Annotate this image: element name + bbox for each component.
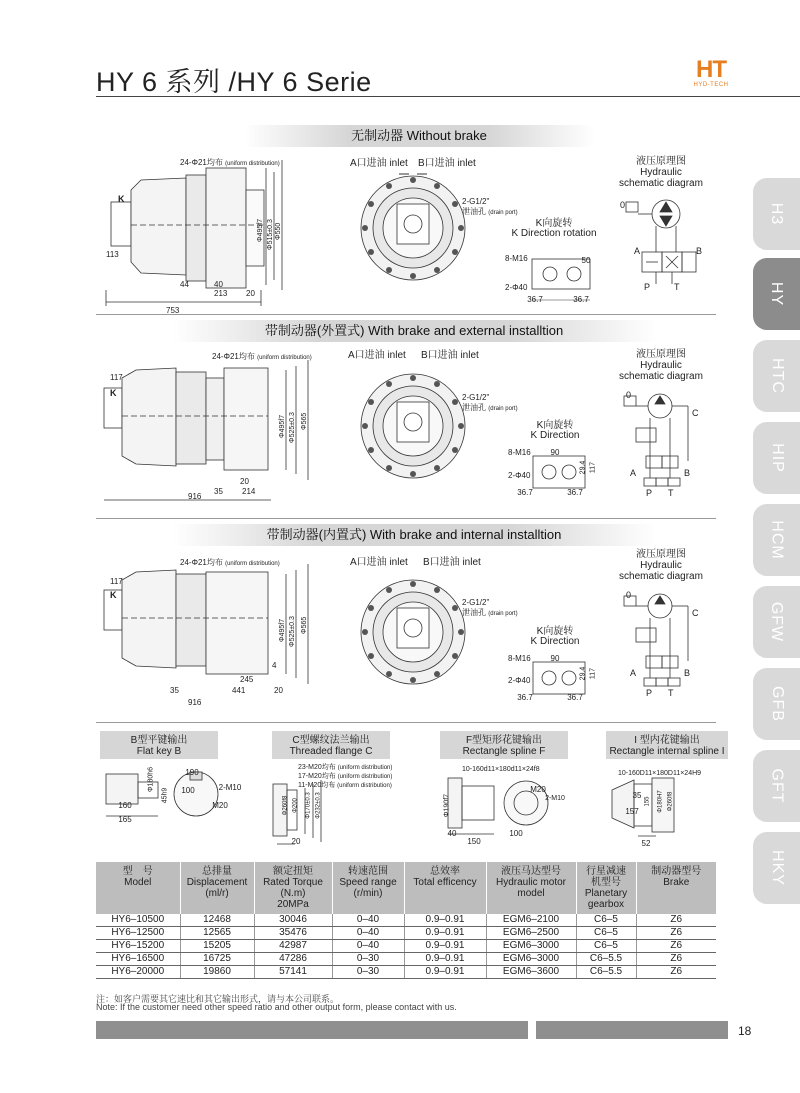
s3-port-0: 0 xyxy=(626,590,632,600)
section2-side-view xyxy=(96,358,326,508)
s2-port-b: B xyxy=(684,468,691,478)
s2-krot1: K向旋转 xyxy=(536,420,574,431)
s1-port-a: A xyxy=(634,246,641,256)
s2-d20: 20 xyxy=(240,477,249,486)
out-c-l3: 11-M20均布 (uniform distribution) xyxy=(298,782,392,789)
s1-d495: Φ495f7 xyxy=(257,218,264,242)
s2-g12: 2-G1/2" xyxy=(462,393,490,402)
s3-d441: 441 xyxy=(232,686,246,695)
s2-m16: 8-M16 xyxy=(508,448,531,457)
out-f-d190: Φ190f7 xyxy=(443,793,451,818)
s3-d4: 4 xyxy=(272,661,277,670)
s2-hyd3: schematic diagram xyxy=(619,371,703,382)
section1-title: 无制动器 Without brake xyxy=(244,125,594,147)
section3-title: 带制动器(内置式) With brake and internal installtion xyxy=(172,524,656,546)
side-tab-hy[interactable]: HY xyxy=(753,258,800,330)
table-row: HY6–16500 16725 47286 0–30 0.9–0.91 EGM6–3000 C6–5.5 Z6 xyxy=(96,953,716,966)
out-b-d100: 100 xyxy=(181,786,195,795)
s1-inlet-a: A口进油 inlet xyxy=(350,158,408,169)
s3-g12: 2-G1/2" xyxy=(462,598,490,607)
s3-krot1: K向旋转 xyxy=(536,626,574,637)
s3-d565: Φ565 xyxy=(301,616,308,634)
output-c-head: C型螺纹法兰输出 Threaded flange C xyxy=(272,731,390,759)
out-i-d35: 35 xyxy=(632,791,642,800)
s2-port-t: T xyxy=(668,488,674,498)
logo-mark: HT xyxy=(696,56,726,83)
out-f-m10: 2-M10 xyxy=(545,795,565,802)
side-tab-gfb[interactable]: GFB xyxy=(753,668,800,740)
out-i-d157: 157 xyxy=(625,807,639,816)
s1-k-label: K xyxy=(118,194,125,204)
out-f-spline: 10-160d11×180d11×24f8 xyxy=(462,766,540,773)
footer-bar-right xyxy=(536,1021,728,1039)
out-f-m20: M20 xyxy=(530,785,546,794)
s1-hyd3: schematic diagram xyxy=(619,178,703,189)
s1-d40b: 2-Φ40 xyxy=(505,283,528,292)
s2-d214: 214 xyxy=(242,487,256,496)
section2-hydraulic-diagram xyxy=(616,386,706,498)
section1-side-view xyxy=(96,150,301,315)
out-i-d155: 155 xyxy=(644,796,651,807)
note-cn: 注：如客户需要其它速比和其它输出形式，请与本公司联系。 xyxy=(96,994,340,1004)
s2-d40b: 2-Φ40 xyxy=(508,471,531,480)
s2-hyd1: 液压原理图 xyxy=(636,349,686,360)
s1-port-t: T xyxy=(674,282,680,292)
s1-d213: 213 xyxy=(214,289,228,298)
s2-d495: Φ495f7 xyxy=(279,414,286,438)
out-b-d180: Φ180h6 xyxy=(147,766,155,793)
s3-d294: 29.4 xyxy=(579,666,587,681)
side-tab-hky[interactable]: HKY xyxy=(753,832,800,904)
s2-krot2: K Direction xyxy=(530,430,580,441)
s1-port-0: 0 xyxy=(620,200,626,210)
side-tab-h3[interactable]: H3 xyxy=(753,178,800,250)
s3-d40b: 2-Φ40 xyxy=(508,676,531,685)
side-tab-hip[interactable]: HIP xyxy=(753,422,800,494)
s3-hyd2: Hydraulic xyxy=(640,560,682,571)
out-c-d170: Φ170±0.3 xyxy=(305,792,312,819)
s2-hyd2: Hydraulic xyxy=(640,360,682,371)
col-speed: 转速范围 Speed range (r/min) xyxy=(332,862,404,914)
col-torque: 额定扭矩 Rated Torque (N.m) 20MPa xyxy=(254,862,332,914)
out-b-d45: 45h9 xyxy=(161,787,169,804)
spec-table xyxy=(96,862,716,979)
side-tab-hcm[interactable]: HCM xyxy=(753,504,800,576)
s2-inlet-b: B口进油 inlet xyxy=(421,350,479,361)
col-displacement: 总排量 Displacement (ml/r) xyxy=(180,862,254,914)
s3-port-b: B xyxy=(684,668,691,678)
s1-d44: 44 xyxy=(180,280,189,289)
out-i-d260: Φ260f8 xyxy=(667,791,674,812)
s2-d565: Φ565 xyxy=(301,412,308,430)
s1-d50: 50 xyxy=(581,256,591,265)
s1-port-b: B xyxy=(696,246,703,256)
out-c-d232: Φ232±0.3 xyxy=(315,792,322,819)
table-row: HY6–20000 19860 57141 0–30 0.9–0.91 EGM6–3600 C6–5.5 Z6 xyxy=(96,966,716,979)
section3-front-view xyxy=(355,574,475,689)
s2-d367b: 36.7 xyxy=(567,488,583,497)
s3-drain: 泄油孔 (drain port) xyxy=(462,608,518,617)
s2-d367a: 36.7 xyxy=(517,488,533,497)
s2-d294: 29.4 xyxy=(579,460,587,475)
output-f-head: F型矩形花键输出 Rectangle spline F xyxy=(440,731,568,759)
out-b-m10: 2-M10 xyxy=(218,783,242,792)
s2-d525: Φ525±0.3 xyxy=(289,412,296,443)
s2-d117: 117 xyxy=(110,373,123,382)
brand-logo xyxy=(688,58,734,88)
s3-inlet-b: B口进油 inlet xyxy=(423,557,481,568)
side-tab-gft[interactable]: GFT xyxy=(753,750,800,822)
out-f-d100: 100 xyxy=(509,829,523,838)
col-efficiency: 总效率 Total efficency xyxy=(404,862,486,914)
s1-drain: 泄油孔 (drain port) xyxy=(462,207,518,216)
spec-table-header xyxy=(96,862,716,914)
s1-d753: 753 xyxy=(166,306,180,315)
s3-d367b: 36.7 xyxy=(567,693,583,702)
out-b-d190: 190 xyxy=(185,768,199,777)
s1-d515: Φ515±0.3 xyxy=(267,219,274,250)
s3-k-label: K xyxy=(110,590,117,600)
s1-krot1: K向旋转 xyxy=(535,218,573,229)
s1-port-p: P xyxy=(644,282,651,292)
s3-d35: 35 xyxy=(170,686,179,695)
s1-hyd1: 液压原理图 xyxy=(636,156,686,167)
section3-side-view xyxy=(96,562,326,712)
logo-subtext: HYD-TECH xyxy=(693,82,729,88)
out-b-d160: 160 xyxy=(118,801,132,810)
col-gearbox: 行星减速 机型号 Planetary gearbox xyxy=(576,862,636,914)
s2-drain: 泄油孔 (drain port) xyxy=(462,403,518,412)
section1-divider xyxy=(96,314,716,315)
section3-divider xyxy=(96,722,716,723)
s3-d495: Φ495f7 xyxy=(279,618,286,642)
s3-hyd1: 液压原理图 xyxy=(636,549,686,560)
out-c-l2: 17-M20均布 (uniform distribution) xyxy=(298,773,393,780)
section3-hydraulic-diagram xyxy=(616,586,706,698)
s3-m16: 8-M16 xyxy=(508,654,531,663)
s1-d367a: 36.7 xyxy=(527,295,543,304)
s1-d550: Φ550 xyxy=(275,222,282,240)
s2-d35: 35 xyxy=(214,487,223,496)
out-c-l1: 23-M20均布 (uniform distribution) xyxy=(298,764,393,771)
s3-d245: 245 xyxy=(240,675,254,684)
s1-d20: 20 xyxy=(246,289,255,298)
table-row: HY6–10500 12468 30046 0–40 0.9–0.91 EGM6–2100 C6–5 Z6 xyxy=(96,914,716,927)
out-b-d165: 165 xyxy=(118,815,132,824)
page-number: 18 xyxy=(738,1024,752,1038)
col-model: 型 号 Model xyxy=(96,862,180,914)
s3-d916: 916 xyxy=(188,698,202,707)
out-i-spline: 10-160D11×180D11×24H9 xyxy=(618,770,702,777)
s2-inlet-a: A口进油 inlet xyxy=(348,350,406,361)
output-b-head: B型平键输出 Flat key B xyxy=(100,731,218,759)
s3-d90: 90 xyxy=(550,654,560,663)
s2-d117v: 117 xyxy=(589,461,597,474)
out-i-d180: Φ180H7 xyxy=(657,790,664,813)
out-b-m20: M20 xyxy=(212,801,228,810)
s3-port-a: A xyxy=(630,668,637,678)
note-en: Note: If the customer need other speed ratio and other output form, please contact with us. xyxy=(96,1002,457,1012)
out-i-d52: 52 xyxy=(641,839,651,848)
s2-port-0: 0 xyxy=(626,390,632,400)
s3-d20: 20 xyxy=(274,686,283,695)
page-title: HY 6 系列 /HY 6 Serie xyxy=(96,67,372,97)
table-row: HY6–12500 12565 35476 0–40 0.9–0.91 EGM6–2500 C6–5 Z6 xyxy=(96,927,716,940)
s3-d525: Φ525±0.3 xyxy=(289,616,296,647)
out-c-d260: Φ260f8 xyxy=(282,795,289,816)
s3-krot2: K Direction xyxy=(530,636,580,647)
s2-port-c: C xyxy=(692,408,699,418)
out-f-d40: 40 xyxy=(447,829,457,838)
s2-port-a: A xyxy=(630,468,637,478)
s1-d40: 40 xyxy=(214,280,223,289)
table-row: HY6–15200 15205 42987 0–40 0.9–0.91 EGM6–3000 C6–5 Z6 xyxy=(96,940,716,953)
section1-front-view xyxy=(355,170,475,285)
section2-divider xyxy=(96,518,716,519)
col-motor: 液压马达型号 Hydraulic motor model xyxy=(486,862,576,914)
side-tab-htc[interactable]: HTC xyxy=(753,340,800,412)
s3-port-p: P xyxy=(646,688,653,698)
s3-port-t: T xyxy=(668,688,674,698)
s3-inlet-a: A口进油 inlet xyxy=(350,557,408,568)
s1-m16: 8-M16 xyxy=(505,254,528,263)
footer-bar-left xyxy=(96,1021,528,1039)
s1-inlet-b: B口进油 inlet xyxy=(418,158,476,169)
s1-g12: 2-G1/2" xyxy=(462,197,490,206)
out-c-d200: Φ200 xyxy=(292,798,299,813)
section2-front-view xyxy=(355,368,475,483)
out-c-d20: 20 xyxy=(291,837,301,846)
s2-d90: 90 xyxy=(550,448,560,457)
s3-d367a: 36.7 xyxy=(517,693,533,702)
s3-d117v: 117 xyxy=(589,667,597,680)
s1-d367b: 36.7 xyxy=(573,295,589,304)
s3-port-c: C xyxy=(692,608,699,618)
col-brake: 制动器型号 Brake xyxy=(636,862,716,914)
section1-hydraulic-diagram xyxy=(610,192,710,292)
s1-d113: 113 xyxy=(106,250,119,259)
s2-port-p: P xyxy=(646,488,653,498)
s1-bolt-label: 24-Φ21均布 (uniform distribution) xyxy=(180,158,280,167)
out-f-d150: 150 xyxy=(467,837,481,846)
section2-title: 带制动器(外置式) With brake and external installtion xyxy=(172,320,656,342)
s2-bolt-label: 24-Φ21均布 (uniform distribution) xyxy=(212,352,312,361)
s1-hyd2: Hydraulic xyxy=(640,167,682,178)
title-rule xyxy=(96,96,800,97)
output-i-head: I 型内花键输出 Rectangle internal spline I xyxy=(606,731,728,759)
s1-krot2: K Direction rotation xyxy=(511,228,597,239)
s2-d916: 916 xyxy=(188,492,202,501)
side-tab-gfw[interactable]: GFW xyxy=(753,586,800,658)
s3-bolt-label: 24-Φ21均布 (uniform distribution) xyxy=(180,558,280,567)
s3-hyd3: schematic diagram xyxy=(619,571,703,582)
s2-k-label: K xyxy=(110,388,117,398)
s3-d117: 117 xyxy=(110,577,123,586)
